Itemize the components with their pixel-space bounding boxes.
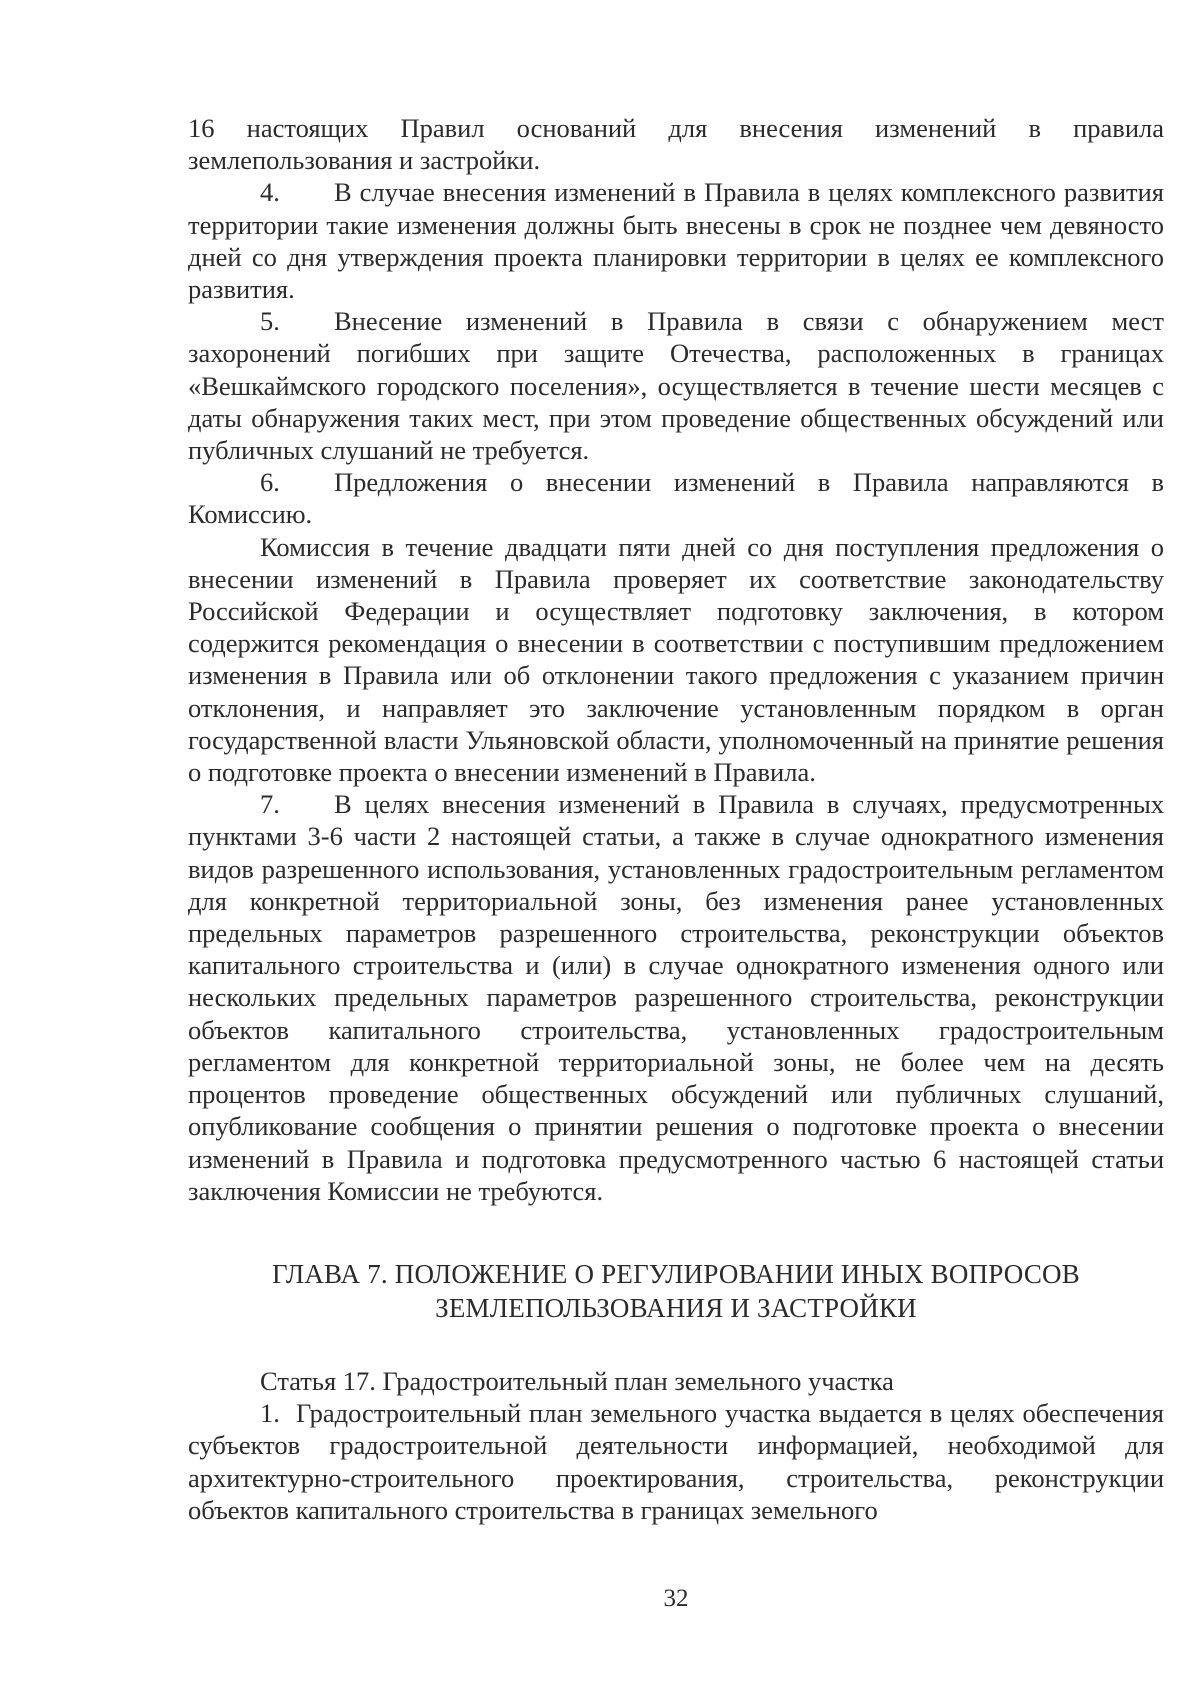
- document-page: [188, 112, 1164, 1526]
- article-item-1: [188, 1397, 1164, 1526]
- list-item-5: [188, 305, 1164, 466]
- item-text: В целях внесения изменений в Правила в случаях, предусмотренных пунктами 3-6 части 2 настоящей статьи, а также в случае однократного изменения видов разрешенного использования, установленных градостроительным регламентом для конкретной территориальной зоны, без изменения ранее установленных предельных параметров разрешенного строительства, реконструкции объектов капитального строительства и (или) в случае однократного изменения одного или нескольких предельных параметров разрешенного строительства, реконструкции объектов капитального строительства, установленных градостроительным регламентом для конкретной территориальной зоны, не более чем на десять процентов проведение общественных обсуждений или публичных слушаний, опубликование сообщения о принятии решения о подготовке проекта о внесении изменений в Правила и подготовка предусмотренного частью 6 настоящей статьи заключения Комиссии не требуются.: [188, 789, 1164, 1206]
- chapter-heading-line-2: ЗЕМЛЕПОЛЬЗОВАНИЯ И ЗАСТРОЙКИ: [435, 1292, 917, 1323]
- item-number: 7.: [260, 789, 280, 820]
- chapter-heading: [188, 1257, 1164, 1325]
- item-number: 4.: [260, 177, 280, 208]
- page-number: 32: [663, 1585, 689, 1612]
- item-number: 1.: [260, 1398, 280, 1429]
- list-item-6: [188, 466, 1164, 530]
- list-item-7: [188, 788, 1164, 1207]
- item-text: В случае внесения изменений в Правила в целях комплексного развития территории такие изменения должны быть внесены в срок не позднее чем девяносто дней со дня утверждения проекта планировки территории в целях ее комплексного развития.: [188, 177, 1164, 305]
- article-title: Статья 17. Градостроительный план земельного участка: [260, 1365, 894, 1396]
- item-text: Внесение изменений в Правила в связи с обнаружением мест захоронений погибших при защите Отечества, расположенных в границах «Вешкаймского городского поселения», осуществляется в течение шести месяцев с даты обнаружения таких мест, при этом проведение общественных обсуждений или публичных слушаний не требуется.: [188, 306, 1164, 466]
- list-item-4: [188, 176, 1164, 305]
- item-number: 5.: [260, 306, 280, 337]
- item-text: Предложения о внесении изменений в Правила направляются в Комиссию.: [188, 467, 1164, 530]
- item-number: 6.: [260, 467, 280, 498]
- chapter-heading-line-1: ГЛАВА 7. ПОЛОЖЕНИЕ О РЕГУЛИРОВАНИИ ИНЫХ ВОПРОСОВ: [272, 1258, 1080, 1289]
- commission-paragraph: Комиссия в течение двадцати пяти дней со дня поступления предложения о внесении изменений в Правила проверяет их соответствие законодательству Российской Федерации и осуществляет подготовку заключения, в котором содержится рекомендация о внесении в соответствии с поступившим предложением изменения в Правила или об отклонении такого предложения с указанием причин отклонения, и направляет это заключение установленным порядком в орган государственной власти Ульяновской области, уполномоченный на принятие решения о подготовке проекта о внесении изменений в Правила.: [188, 531, 1164, 788]
- continuation-paragraph: 16 настоящих Правил оснований для внесения изменений в правила землепользования и застройки.: [188, 113, 1164, 176]
- item-text: Градостроительный план земельного участка выдается в целях обеспечения субъектов градостроительной деятельности информацией, необходимой для архитектурно-строительного проектирования, строительства, реконструкции объектов капитального строительства в границах земельного: [188, 1398, 1164, 1525]
